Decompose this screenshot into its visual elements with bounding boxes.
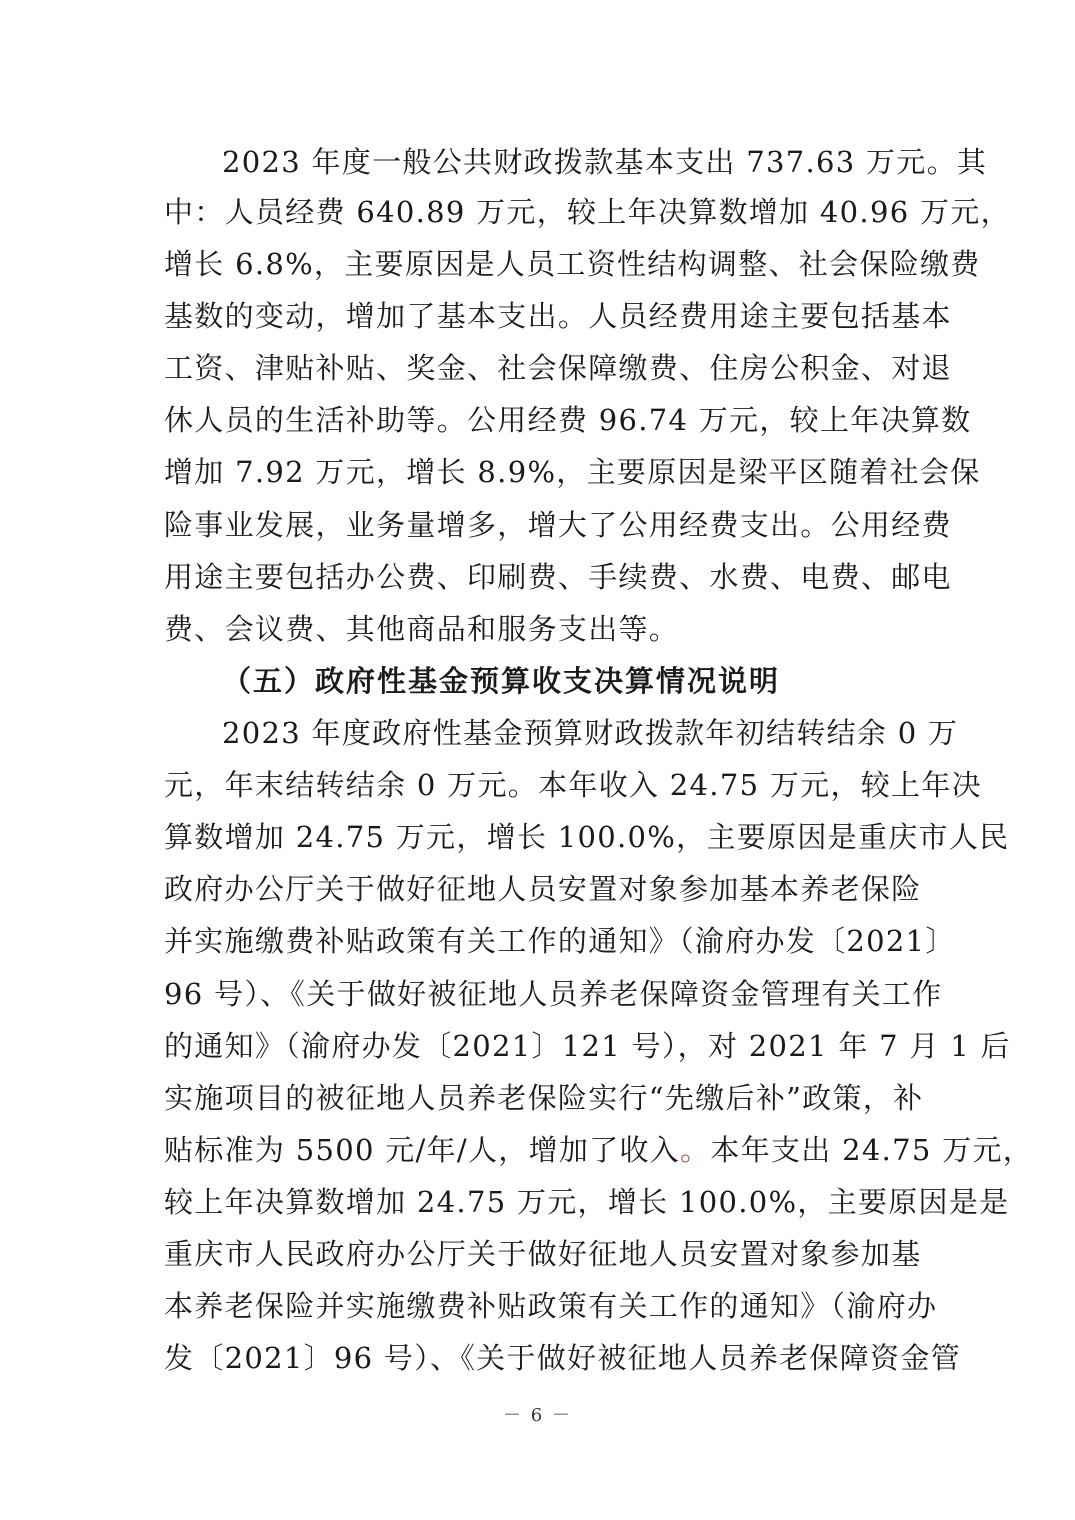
paragraph-line: 用途主要包括办公费、印刷费、手续费、水费、电费、邮电: [164, 560, 952, 594]
paragraph-line: 算数增加 24.75 万元，增长 100.0%，主要原因是重庆市人民: [164, 820, 1010, 854]
paragraph-line: 增加 7.92 万元，增长 8.9%，主要原因是梁平区随着社会保: [164, 455, 981, 489]
paragraph-line: 2023 年度政府性基金预算财政拨款年初结转结余 0 万: [222, 716, 959, 750]
paragraph-line: 工资、津贴补贴、奖金、社会保障缴费、住房公积金、对退: [164, 351, 952, 385]
paragraph-line: 费、会议费、其他商品和服务支出等。: [164, 612, 680, 646]
paragraph-line: 实施项目的被征地人员养老保险实行“先缴后补”政策，补: [164, 1081, 924, 1115]
paragraph-line: 中：人员经费 640.89 万元，较上年决算数增加 40.96 万元，: [164, 195, 1011, 229]
paragraph-line: 基数的变动，增加了基本支出。人员经费用途主要包括基本: [164, 299, 952, 333]
paragraph-line: 的通知》（渝府办发〔2021〕121 号），对 2021 年 7 月 1 后: [164, 1029, 1011, 1063]
page-number: － 6 －: [503, 1405, 572, 1426]
paragraph-line: [164, 1130, 1034, 1170]
paragraph-line: 发〔2021〕96 号）、《关于做好被征地人员养老保障资金管: [164, 1341, 961, 1375]
paragraph-line: 险事业发展，业务量增多，增大了公用经费支出。公用经费: [164, 508, 952, 542]
line-text: 贴标准为 5500 元/年/人，增加了收入: [164, 1133, 681, 1167]
red-period-mark: 。: [680, 1133, 711, 1167]
paragraph-line: 政府办公厅关于做好征地人员安置对象参加基本养老保险: [164, 872, 922, 906]
paragraph-line: 元，年末结转结余 0 万元。本年收入 24.75 万元，较上年决: [164, 768, 982, 802]
paragraph-line: 较上年决算数增加 24.75 万元，增长 100.0%，主要原因是是: [164, 1185, 1010, 1219]
paragraph-line: 本养老保险并实施缴费补贴政策有关工作的通知》（渝府办: [164, 1289, 938, 1323]
paragraph-line: 96 号）、《关于做好被征地人员养老保障资金管理有关工作: [164, 977, 943, 1011]
paragraph-line: 休人员的生活补助等。公用经费 96.74 万元，较上年决算数: [164, 403, 972, 437]
paragraph-line: 增长 6.8%，主要原因是人员工资性结构调整、社会保险缴费: [164, 247, 981, 281]
paragraph-line: 并实施缴费补贴政策有关工作的通知》（渝府办发〔2021〕: [164, 924, 956, 958]
section-heading: （五）政府性基金预算收支决算情况说明: [222, 664, 781, 698]
paragraph-line: 2023 年度一般公共财政拨款基本支出 737.63 万元。其: [222, 145, 988, 179]
paragraph-line: 重庆市人民政府办公厅关于做好征地人员安置对象参加基: [164, 1237, 922, 1271]
line-text: 本年支出 24.75 万元，: [710, 1133, 1034, 1167]
